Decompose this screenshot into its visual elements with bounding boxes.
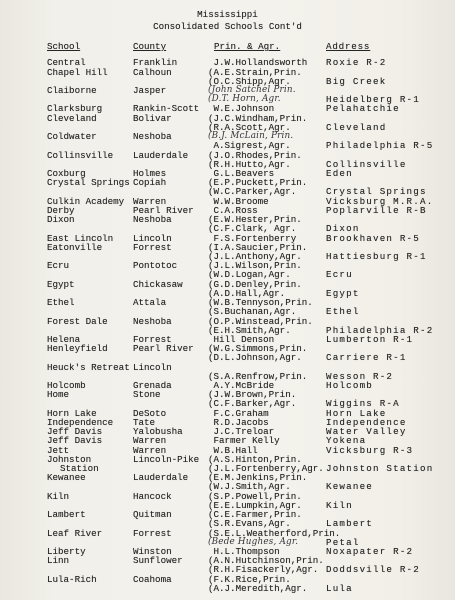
address-cell: Lula: [326, 582, 353, 594]
address-cell: Dixon: [326, 223, 360, 235]
county-cell: Bolivar: [133, 112, 172, 124]
official-cell: (A.E.Strain,Prin.: [208, 66, 302, 78]
school-cell: Collinsville: [47, 149, 114, 161]
school-cell: Chapel Hill: [47, 66, 108, 78]
address-cell: Philadelphia R-2: [326, 324, 434, 336]
county-cell: Grenada: [133, 380, 172, 392]
address-cell: Doddsville R-2: [326, 564, 420, 576]
county-cell: Lincoln: [133, 232, 172, 244]
address-cell: Eden: [326, 168, 353, 180]
address-cell: Poplarville R-B: [326, 204, 427, 216]
school-cell: Jett: [47, 444, 70, 456]
county-cell: Warren: [133, 195, 167, 207]
document-subtitle: Consolidated Schools Cont'd: [153, 21, 302, 32]
official-cell: (S.P.Powell,Prin.: [208, 490, 302, 502]
school-cell: Egypt: [47, 278, 75, 290]
school-cell: Clarksburg: [47, 103, 103, 115]
county-cell: Winston: [133, 545, 172, 557]
school-cell: Heuck's Retreat: [47, 361, 130, 373]
address-cell: Philadelphia R-5: [326, 140, 434, 152]
school-cell: Cleveland: [47, 112, 97, 124]
address-cell: Kewanee: [326, 481, 373, 493]
school-cell: Central: [47, 57, 86, 69]
school-cell: Lula-Rich: [47, 573, 97, 585]
official-cell: (W.C.Parker,Agr.: [208, 186, 297, 198]
official-cell: (S.Buchanan,Agr.: [208, 306, 297, 318]
county-cell: Neshoba: [133, 131, 172, 143]
official-cell: A.Y.McBride: [213, 380, 275, 392]
official-cell: (C.F.Clark, Agr.: [208, 223, 297, 235]
official-cell: (W.G.Simmons,Prin.: [208, 343, 308, 355]
school-cell: Ethel: [47, 297, 75, 309]
address-cell: Ethel: [326, 306, 360, 318]
address-cell: Roxie R-2: [326, 57, 387, 69]
official-cell: (B.J. McLain, Prin.: [208, 131, 294, 142]
official-cell: (J.O.Rhodes,Prin.: [208, 149, 302, 161]
school-cell: Helena: [47, 333, 81, 345]
address-cell: Petal: [326, 536, 360, 548]
county-cell: Tate: [133, 416, 156, 428]
official-cell: (R.H.Fisackerly,Agr.: [208, 564, 319, 576]
official-cell: H.L.Thompson: [213, 545, 280, 557]
official-cell: R.D.Jacobs: [213, 416, 269, 428]
address-cell: Horn Lake: [326, 407, 387, 419]
official-cell: F.S.Fortenberry: [213, 232, 297, 244]
county-cell: Chickasaw: [133, 278, 183, 290]
county-cell: Pearl River: [133, 343, 194, 355]
county-cell: Attala: [133, 297, 167, 309]
official-cell: (E.P.Puckett,Prin.: [208, 177, 308, 189]
address-cell: Noxapater R-2: [326, 545, 414, 557]
official-cell: (W.B.Tennyson,Prin.: [208, 297, 313, 309]
official-cell: (E.W.Hester,Prin.: [208, 214, 302, 226]
school-cell: Claiborne: [47, 85, 97, 97]
county-cell: Forrest: [133, 241, 172, 253]
county-cell: Warren: [133, 444, 167, 456]
school-cell: Kiln: [47, 490, 70, 502]
school-cell: Independence: [47, 416, 114, 428]
official-cell: (R.H.Hutto,Agr.: [208, 158, 291, 170]
official-cell: (O.C.Shipp,Agr.: [208, 75, 291, 87]
official-cell: (E.H.Smith,Agr.: [208, 324, 291, 336]
official-cell: (A.J.Meredith,Agr.: [208, 582, 308, 594]
school-cell: Jeff Davis: [47, 435, 103, 447]
official-cell: (John Satchel Prin.: [208, 85, 296, 96]
school-cell: Lambert: [47, 509, 86, 521]
address-cell: Pelahatchie: [326, 103, 400, 115]
official-cell: (J.L.Fortenberry,Agr.: [208, 463, 324, 475]
county-cell: Lauderdale: [133, 472, 189, 484]
official-cell: (S.E.L.Weatherford,Prin.: [208, 527, 341, 539]
county-cell: Lincoln-Pike: [133, 453, 200, 465]
address-cell: Egypt: [326, 287, 360, 299]
county-cell: Franklin: [133, 57, 178, 69]
school-cell: East Lincoln: [47, 232, 114, 244]
official-cell: (D.L.Johnson,Agr.: [208, 352, 302, 364]
official-cell: W.E.Johnson: [213, 103, 275, 115]
address-cell: Wesson R-2: [326, 370, 394, 382]
county-cell: Neshoba: [133, 315, 172, 327]
official-cell: (Bede Hughes, Agr.: [208, 536, 299, 547]
school-cell: Home: [47, 389, 70, 401]
header-school: School: [47, 41, 81, 52]
official-cell: (J.L.Wilson,Prin.: [208, 260, 302, 272]
official-cell: (C.F.Barker,Agr.: [208, 398, 297, 410]
official-cell: Hill Denson: [213, 333, 275, 345]
school-cell: Dixon: [47, 214, 75, 226]
official-cell: (W.J.Smith,Agr.: [208, 481, 291, 493]
address-cell: Ecru: [326, 269, 353, 281]
official-cell: J.W.Hollandsworth: [213, 57, 308, 69]
county-cell: Forrest: [133, 333, 172, 345]
official-cell: (G.D.Denley,Prin.: [208, 278, 302, 290]
header-officials: Prin. & Agr.: [214, 41, 281, 52]
address-cell: Brookhaven R-5: [326, 232, 420, 244]
county-cell: Hancock: [133, 490, 172, 502]
official-cell: (J.W.Brown,Prin.: [208, 389, 297, 401]
county-cell: Warren: [133, 435, 167, 447]
official-cell: (D.T. Horn, Agr.: [208, 94, 281, 105]
school-cell: Forest Dale: [47, 315, 108, 327]
address-cell: Big Creek: [326, 75, 387, 87]
school-cell: Eatonville: [47, 241, 103, 253]
address-cell: Wiggins R-A: [326, 398, 400, 410]
official-cell: (E.M.Jenkins,Prin.: [208, 472, 308, 484]
address-cell: Water Valley: [326, 426, 407, 438]
official-cell: G.L.Beavers: [213, 168, 275, 180]
address-cell: Vicksburg R-3: [326, 444, 414, 456]
county-cell: Calhoun: [133, 66, 172, 78]
school-cell: Station: [60, 463, 99, 475]
county-cell: Pontotoc: [133, 260, 178, 272]
official-cell: (A.D.Hall,Agr.: [208, 287, 286, 299]
school-cell: Leaf River: [47, 527, 103, 539]
official-cell: (R.A.Scott,Agr.: [208, 121, 291, 133]
county-cell: Copiah: [133, 177, 167, 189]
official-cell: (J.C.Windham,Prin.: [208, 112, 308, 124]
school-cell: Derby: [47, 204, 75, 216]
official-cell: (E.E.Lumpkin,Agr.: [208, 499, 302, 511]
county-cell: Quitman: [133, 509, 172, 521]
official-cell: Farmer Kelly: [213, 435, 280, 447]
school-cell: Coxburg: [47, 168, 86, 180]
official-cell: (A.N.Hutchinson,Prin.: [208, 555, 324, 567]
county-cell: Pearl River: [133, 204, 194, 216]
address-cell: Carriere R-1: [326, 352, 407, 364]
official-cell: (S.R.Evans,Agr.: [208, 518, 291, 530]
official-cell: (A.S.Hinton,Prin.: [208, 453, 302, 465]
official-cell: A.Sigrest,Agr.: [213, 140, 291, 152]
official-cell: (S.A.Renfrow,Prin.: [208, 370, 308, 382]
address-cell: Independence: [326, 416, 407, 428]
school-cell: Ecru: [47, 260, 70, 272]
county-cell: Neshoba: [133, 214, 172, 226]
official-cell: (C.E.Farmer,Prin.: [208, 509, 302, 521]
official-cell: W.W.Broome: [213, 195, 269, 207]
school-cell: Henleyfield: [47, 343, 108, 355]
county-cell: Lauderdale: [133, 149, 189, 161]
address-cell: Lumberton R-1: [326, 333, 414, 345]
county-cell: Stone: [133, 389, 161, 401]
address-cell: Collinsville: [326, 158, 407, 170]
county-cell: Sunflower: [133, 555, 183, 567]
school-list: [0, 58, 455, 593]
county-cell: DeSoto: [133, 407, 167, 419]
school-cell: Coldwater: [47, 131, 97, 143]
official-cell: C.A.Ross: [213, 204, 258, 216]
school-cell: Horn Lake: [47, 407, 97, 419]
official-cell: F.C.Graham: [213, 407, 269, 419]
official-cell: (I.A.Saucier,Prin.: [208, 241, 308, 253]
county-cell: Holmes: [133, 168, 167, 180]
official-cell: (J.L.Anthony,Agr.: [208, 250, 302, 262]
address-cell: Cleveland: [326, 121, 387, 133]
county-cell: Lincoln: [133, 361, 172, 373]
county-cell: Coahoma: [133, 573, 172, 585]
official-cell: J.C.Treloar: [213, 426, 275, 438]
school-cell: Crystal Springs: [47, 177, 130, 189]
county-cell: Forrest: [133, 527, 172, 539]
official-cell: (F.K.Rice,Prin.: [208, 573, 291, 585]
address-cell: Johnston Station: [326, 463, 434, 475]
address-cell: Hattiesburg R-1: [326, 250, 427, 262]
address-cell: Heidelberg R-1: [326, 94, 420, 106]
official-cell: W.B.Hall: [213, 444, 258, 456]
county-cell: Yalobusha: [133, 426, 183, 438]
school-cell: Linn: [47, 555, 70, 567]
official-cell: (O.P.Winstead,Prin.: [208, 315, 313, 327]
address-cell: Holcomb: [326, 380, 373, 392]
address-cell: Crystal Springs: [326, 186, 427, 198]
county-cell: Rankin-Scott: [133, 103, 200, 115]
school-cell: Jeff Davis: [47, 426, 103, 438]
county-cell: Jasper: [133, 85, 167, 97]
address-cell: Lambert: [326, 518, 373, 530]
address-cell: Kiln: [326, 499, 353, 511]
school-cell: Liberty: [47, 545, 86, 557]
school-cell: Holcomb: [47, 380, 86, 392]
school-cell: Johnston: [47, 453, 92, 465]
official-cell: (W.D.Logan,Agr.: [208, 269, 291, 281]
address-cell: Yokena: [326, 435, 367, 447]
header-address: Address: [326, 41, 371, 52]
address-cell: Vicksburg M.R.A.: [326, 195, 434, 207]
school-cell: Kewanee: [47, 472, 86, 484]
table-row: [0, 584, 455, 593]
school-cell: Culkin Academy: [47, 195, 125, 207]
header-county: County: [133, 41, 167, 52]
document-title: Mississippi: [197, 9, 258, 20]
